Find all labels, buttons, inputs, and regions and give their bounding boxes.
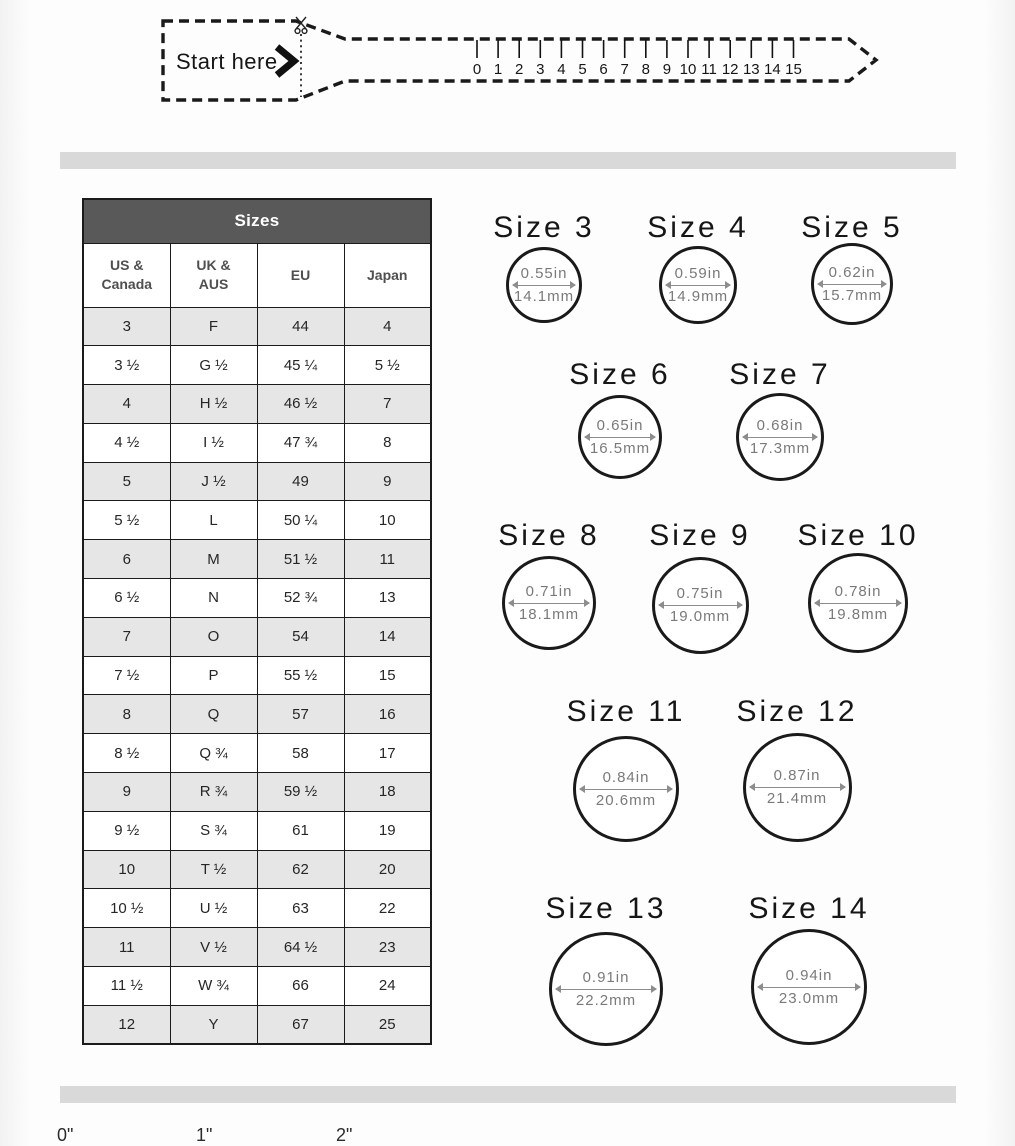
ring-size-title: Size 4 (647, 211, 749, 244)
table-row (83, 967, 431, 1006)
table-cell: 45 ¼ (257, 346, 344, 385)
diameter-arrow-icon (509, 603, 589, 604)
diameter-arrow-icon (513, 285, 575, 286)
table-cell: 9 ½ (83, 811, 170, 850)
ring-circle (743, 733, 852, 842)
scissors-icon (295, 17, 307, 33)
ring-diameter-inches: 0.59in (674, 264, 722, 282)
ring-circle (578, 395, 662, 479)
table-cell: 51 ½ (257, 540, 344, 579)
table-cell: F (170, 307, 257, 346)
table-cell: 5 (83, 462, 170, 501)
bottom-ruler-label: 1" (196, 1125, 213, 1145)
ring-circle (502, 556, 596, 650)
divider-top (60, 152, 956, 169)
ring-circle (573, 736, 679, 842)
diameter-arrow-icon (556, 989, 656, 990)
ring-size-7 (700, 357, 860, 481)
diameter-arrow-icon (585, 437, 655, 438)
table-cell: 59 ½ (257, 773, 344, 812)
ring-size-title: Size 3 (493, 211, 595, 244)
col-header-uk-aus: UK & AUS (170, 243, 257, 307)
table-cell: Y (170, 1005, 257, 1044)
ruler-tick-label: 8 (641, 61, 650, 78)
ring-diameter-inches: 0.71in (525, 582, 573, 600)
ring-diameter-inches: 0.62in (828, 263, 876, 281)
ruler-tick-label: 13 (742, 61, 760, 78)
table-cell: M (170, 540, 257, 579)
diameter-arrow-icon (743, 437, 817, 438)
ruler-tick-label: 10 (679, 61, 697, 78)
table-cell: 8 (83, 695, 170, 734)
ruler-tick-label: 6 (599, 61, 608, 78)
table-column-headers (83, 243, 431, 307)
size-conversion-table (82, 198, 432, 1045)
table-cell: W ¾ (170, 967, 257, 1006)
table-cell: 3 ½ (83, 346, 170, 385)
table-cell: 62 (257, 850, 344, 889)
ring-circle (736, 393, 824, 481)
col-header-eu: EU (257, 243, 344, 307)
ring-size-title: Size 7 (729, 358, 831, 391)
table-row (83, 695, 431, 734)
ring-size-4 (618, 210, 778, 324)
ring-diameter-inches: 0.94in (785, 966, 833, 984)
ring-size-title: Size 14 (748, 892, 870, 925)
ring-size-title: Size 13 (545, 892, 667, 925)
ring-size-11 (546, 694, 706, 842)
ring-size-title: Size 5 (801, 211, 903, 244)
table-cell: 17 (344, 734, 431, 773)
ring-diameter-inches: 0.68in (756, 416, 804, 434)
ring-diameter-mm: 18.1mm (518, 605, 580, 623)
table-cell: I ½ (170, 423, 257, 462)
ring-circle (652, 557, 749, 654)
table-cell: 44 (257, 307, 344, 346)
table-cell: 7 (83, 617, 170, 656)
ring-diameter-mm: 17.3mm (749, 439, 811, 457)
table-row (83, 501, 431, 540)
start-here-label: Start here (176, 49, 278, 74)
table-cell: 64 ½ (257, 928, 344, 967)
table-cell: 16 (344, 695, 431, 734)
table-cell: 58 (257, 734, 344, 773)
table-cell: L (170, 501, 257, 540)
table-cell: 20 (344, 850, 431, 889)
table-cell: G ½ (170, 346, 257, 385)
table-cell: 22 (344, 889, 431, 928)
table-cell: 8 ½ (83, 734, 170, 773)
table-row (83, 385, 431, 424)
table-cell: 4 (83, 385, 170, 424)
diameter-arrow-icon (758, 987, 860, 988)
table-cell: 18 (344, 773, 431, 812)
table-cell: S ¾ (170, 811, 257, 850)
ring-diameter-inches: 0.78in (834, 582, 882, 600)
table-cell: 5 ½ (344, 346, 431, 385)
table-cell: 57 (257, 695, 344, 734)
table-cell: Q ¾ (170, 734, 257, 773)
ring-diameter-inches: 0.91in (582, 968, 630, 986)
table-cell: 7 (344, 385, 431, 424)
table-cell: 11 (344, 540, 431, 579)
ring-size-12 (717, 694, 877, 842)
table-row (83, 579, 431, 618)
table-cell: 4 ½ (83, 423, 170, 462)
ring-size-3 (464, 210, 624, 323)
ruler-ticks (473, 40, 802, 78)
table-cell: 19 (344, 811, 431, 850)
table-cell: 49 (257, 462, 344, 501)
table-cell: P (170, 656, 257, 695)
table-cell: U ½ (170, 889, 257, 928)
ring-circle (808, 553, 908, 653)
table-cell: 3 (83, 307, 170, 346)
ring-diameter-mm: 23.0mm (778, 989, 840, 1007)
table-cell: 11 ½ (83, 967, 170, 1006)
ring-diameter-mm: 22.2mm (575, 991, 637, 1009)
chevron-right-icon (277, 47, 294, 75)
table-cell: 10 (83, 850, 170, 889)
table-row (83, 617, 431, 656)
table-cell: 67 (257, 1005, 344, 1044)
ring-diameter-mm: 19.8mm (827, 605, 889, 623)
table-cell: 8 (344, 423, 431, 462)
ring-size-10 (778, 518, 938, 653)
table-cell: 61 (257, 811, 344, 850)
ring-diameter-mm: 20.6mm (595, 791, 657, 809)
table-cell: 15 (344, 656, 431, 695)
ruler-tick-label: 11 (701, 61, 717, 78)
ring-size-14 (729, 891, 889, 1045)
ruler-tick-label: 5 (578, 61, 587, 78)
table-cell: T ½ (170, 850, 257, 889)
size-table-body (83, 307, 431, 1044)
ring-circle (751, 929, 867, 1045)
ruler-tick-label: 0 (472, 61, 482, 78)
ring-size-6 (540, 357, 700, 479)
ring-size-5 (772, 210, 932, 325)
table-cell: O (170, 617, 257, 656)
table-cell: 9 (344, 462, 431, 501)
ring-diameter-mm: 14.9mm (667, 287, 729, 305)
table-cell: Q (170, 695, 257, 734)
diameter-arrow-icon (666, 285, 730, 286)
table-row (83, 1005, 431, 1044)
ring-size-title: Size 11 (566, 695, 686, 728)
ring-sizer-strip (0, 0, 1015, 125)
ruler-tick-label: 7 (620, 61, 629, 78)
table-cell: 4 (344, 307, 431, 346)
ring-diameter-inches: 0.84in (602, 768, 650, 786)
ring-size-13 (526, 891, 686, 1046)
table-cell: 46 ½ (257, 385, 344, 424)
ring-diameter-mm: 19.0mm (669, 608, 731, 625)
ruler-tick-label: 12 (721, 61, 739, 78)
ring-size-9 (620, 518, 780, 654)
table-row (83, 346, 431, 385)
diameter-arrow-icon (659, 605, 742, 606)
table-cell: 5 ½ (83, 501, 170, 540)
table-cell: J ½ (170, 462, 257, 501)
table-cell: 12 (83, 1005, 170, 1044)
table-cell: 55 ½ (257, 656, 344, 695)
ruler-tick-label: 3 (536, 61, 545, 78)
table-row (83, 773, 431, 812)
table-row (83, 889, 431, 928)
table-cell: 6 ½ (83, 579, 170, 618)
ring-circle (506, 247, 582, 323)
table-row (83, 656, 431, 695)
table-cell: 50 ¼ (257, 501, 344, 540)
table-cell: 47 ¾ (257, 423, 344, 462)
ring-size-title: Size 9 (649, 519, 751, 552)
ring-size-title: Size 10 (797, 519, 919, 552)
table-cell: H ½ (170, 385, 257, 424)
ring-diameter-inches: 0.65in (596, 416, 644, 434)
table-cell: 9 (83, 773, 170, 812)
ring-diameter-inches: 0.75in (676, 585, 724, 602)
ring-diameter-mm: 16.5mm (589, 439, 651, 457)
ruler-tick-label: 2 (515, 61, 524, 78)
table-cell: 52 ¾ (257, 579, 344, 618)
diameter-arrow-icon (815, 603, 901, 604)
ring-diameter-inches: 0.55in (520, 264, 568, 282)
col-header-japan: Japan (344, 243, 431, 307)
table-row (83, 734, 431, 773)
ruler-tick-label: 4 (557, 61, 566, 78)
table-cell: 23 (344, 928, 431, 967)
table-cell: 10 ½ (83, 889, 170, 928)
table-cell: 7 ½ (83, 656, 170, 695)
table-cell: R ¾ (170, 773, 257, 812)
ring-size-title: Size 8 (498, 519, 600, 552)
col-header-us-canada: US & Canada (83, 243, 170, 307)
ring-diameter-inches: 0.87in (773, 767, 821, 784)
table-cell: 63 (257, 889, 344, 928)
ring-size-8 (469, 518, 629, 650)
ring-circle (659, 246, 737, 324)
divider-bottom (60, 1086, 956, 1103)
bottom-ruler-label: 0" (57, 1125, 74, 1145)
table-cell: 66 (257, 967, 344, 1006)
ring-diameter-mm: 14.1mm (513, 287, 575, 305)
table-title: Sizes (83, 199, 431, 243)
diameter-arrow-icon (818, 284, 886, 285)
table-row (83, 850, 431, 889)
ruler-tick-label: 14 (764, 61, 781, 78)
table-row (83, 307, 431, 346)
table-cell: 54 (257, 617, 344, 656)
table-cell: 25 (344, 1005, 431, 1044)
table-cell: 24 (344, 967, 431, 1006)
ring-size-title: Size 12 (736, 695, 858, 728)
table-cell: 6 (83, 540, 170, 579)
ruler-tick-label: 15 (785, 61, 802, 78)
table-row (83, 540, 431, 579)
table-row (83, 928, 431, 967)
bottom-ruler-label: 2" (336, 1125, 353, 1145)
table-cell: N (170, 579, 257, 618)
ring-circle (549, 932, 663, 1046)
ruler-tick-label: 9 (662, 61, 672, 78)
ring-size-title: Size 6 (569, 358, 671, 391)
diameter-arrow-icon (580, 789, 672, 790)
ring-diameter-mm: 15.7mm (821, 286, 883, 304)
ring-circle (811, 243, 893, 325)
diameter-arrow-icon (750, 787, 845, 788)
table-row (83, 462, 431, 501)
table-cell: 10 (344, 501, 431, 540)
table-cell: 14 (344, 617, 431, 656)
ruler-tick-label: 1 (493, 61, 503, 78)
table-row (83, 423, 431, 462)
table-cell: 11 (83, 928, 170, 967)
table-row (83, 811, 431, 850)
table-cell: V ½ (170, 928, 257, 967)
ring-diameter-mm: 21.4mm (766, 790, 828, 807)
table-cell: 13 (344, 579, 431, 618)
